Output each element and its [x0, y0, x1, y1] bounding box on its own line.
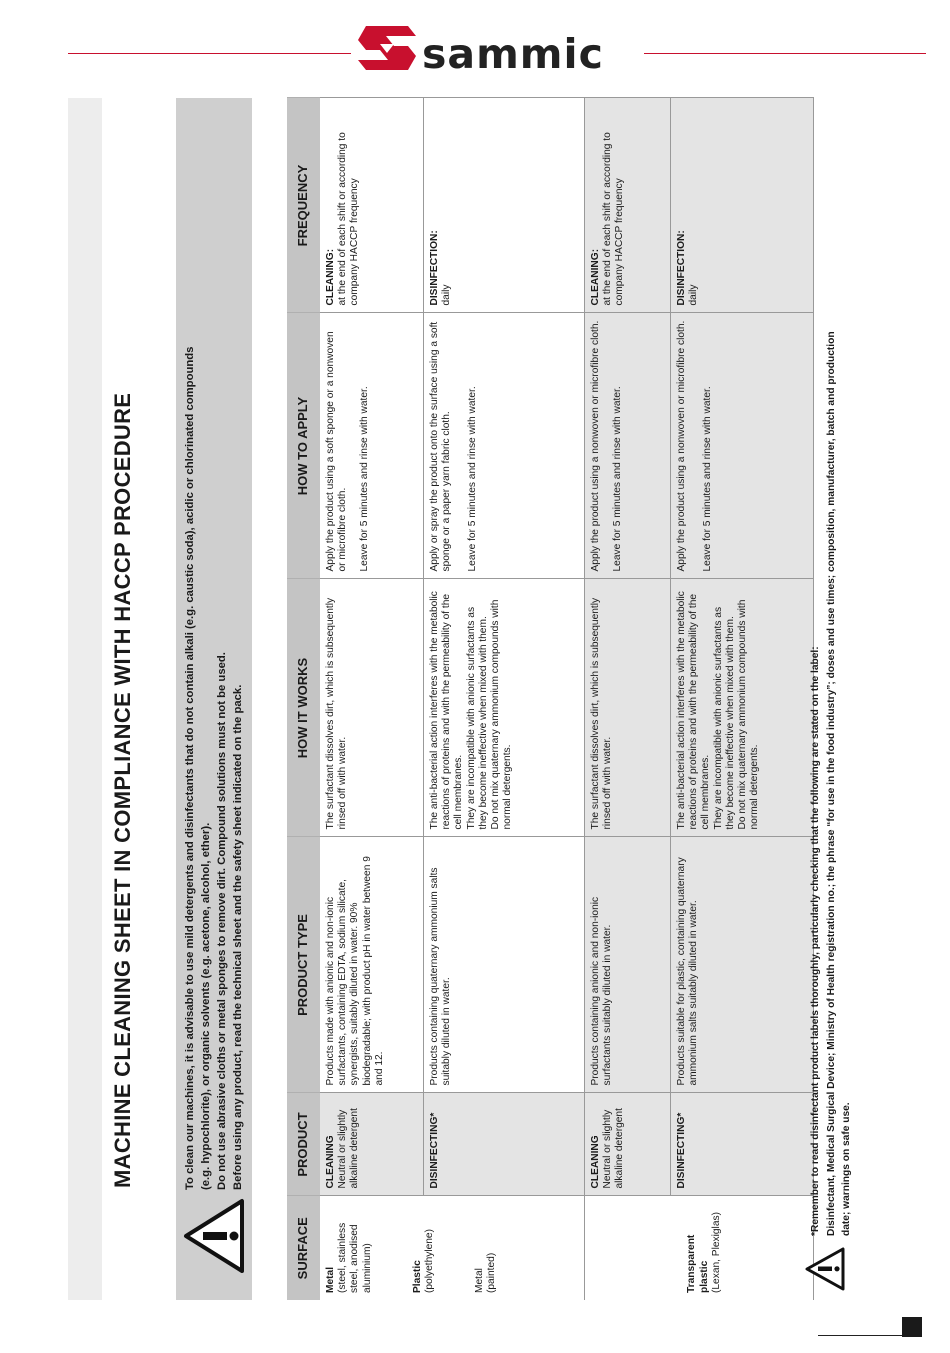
rotated-sheet — [68, 98, 878, 1300]
footnote — [808, 106, 855, 1236]
works-paragraph: They are incompatible with anionic surfactants as they become ineffective when mixed with them. — [465, 606, 489, 830]
works-paragraph: Do not mix quaternary ammonium compounds with normal detergents. — [737, 599, 761, 830]
page-title: MACHINE CLEANING SHEET IN COMPLIANCE WITH HACCP PROCEDURE — [110, 392, 135, 1188]
product-cell — [424, 1093, 585, 1196]
product-desc: Neutral or slightly alkaline detergent — [337, 1108, 361, 1189]
works-paragraph: The anti-bacterial action interferes with the metabolic reactions of proteins and with the permeability of the cell membranes. — [676, 591, 712, 830]
surface-name: Metal — [474, 1268, 486, 1293]
product-name: DISINFECTING* — [429, 1112, 440, 1189]
how-to-apply-cell — [424, 313, 585, 579]
table-row — [585, 98, 671, 1300]
warning-triangle-icon — [183, 1198, 245, 1274]
product-type-cell: Products made with anionic and non-ionic surfactants, containing EDTA, sodium silicate, synergists, suitably diluted in water. 90% biodegradable; with product pH in water between 9 and 12. — [320, 837, 424, 1093]
cleaning-table — [287, 98, 814, 1301]
product-type-cell: Products containing anionic and non-ionic surfactants suitably diluted in water. — [585, 837, 671, 1093]
table-header-row — [287, 98, 320, 1300]
surface-desc: (Lexan, Plexiglas) — [710, 1212, 722, 1293]
surface-desc: (polyethylene) — [424, 1229, 436, 1293]
table-row — [424, 98, 585, 1300]
apply-step: Leave for 5 minutes and rinse with water. — [467, 386, 479, 572]
page-marker-rule — [818, 1335, 902, 1336]
frequency-cell — [671, 98, 814, 313]
how-to-apply-cell — [671, 313, 814, 579]
product-type-cell: Products containing quaternary ammonium salts suitably diluted in water. — [424, 837, 585, 1093]
apply-step: Leave for 5 minutes and rinse with water. — [612, 386, 624, 572]
brand-logo — [356, 22, 646, 82]
header-product: PRODUCT — [287, 1093, 320, 1196]
warning-line: (e.g. hypochlorite), or organic solvents (e.g. acetone, alcohol, ether). — [200, 822, 212, 1190]
apply-step: Leave for 5 minutes and rinse with water. — [359, 386, 371, 572]
frequency-text: at the end of each shift or according to company HACCP frequency — [337, 132, 361, 306]
frequency-cell — [320, 98, 424, 313]
footnote-line: Disinfectant, Medical Surgical Device; Ministry of Health registration no.; the phrase “for use in the food industry”; doses and use times; composition, manufacturer, batch and production — [825, 331, 837, 1236]
warning-box — [176, 98, 252, 1300]
product-cell — [671, 1093, 814, 1196]
footnote-line: date; warnings on safe use. — [841, 1102, 852, 1236]
apply-step: Apply the product using a nonwoven or microfibre cloth. — [676, 320, 687, 572]
warning-line: Do not use abrasive cloths or metal sponges to remove dirt. Compound solutions must not be used. — [216, 652, 228, 1190]
product-name: DISINFECTING* — [676, 1112, 687, 1189]
surface-name: Plastic — [411, 1260, 423, 1293]
how-it-works-cell — [424, 579, 585, 837]
product-cell — [585, 1093, 671, 1196]
title-band — [68, 98, 102, 1300]
surface-desc: (steel, stainless steel, anodised aluminium) — [337, 1222, 373, 1293]
warning-text — [182, 110, 246, 1190]
page-marker-box — [902, 1317, 922, 1337]
frequency-text: at the end of each shift or according to company HACCP frequency — [602, 132, 626, 306]
apply-step: Apply the product using a nonwoven or microfibre cloth. — [590, 320, 601, 572]
warning-line: To clean our machines, it is advisable to use mild detergents and disinfectants that do not contain alkali (e.g. caustic soda), acidic or chlorinated compounds — [184, 346, 196, 1190]
surface-cell — [320, 1196, 585, 1300]
brand-name: sammic — [422, 30, 604, 78]
table-row — [320, 98, 424, 1300]
sammic-s-icon — [356, 24, 418, 82]
apply-step: Apply or spray the product onto the surface using a soft sponge or a paper yarn fabric cloth. — [429, 321, 453, 572]
warning-line: Before using any product, read the technical sheet and the safety sheet indicated on the pack. — [232, 684, 244, 1190]
frequency-label: DISINFECTION: — [676, 230, 687, 306]
how-it-works-cell — [671, 579, 814, 837]
header-surface: SURFACE — [287, 1196, 320, 1300]
table-row — [671, 98, 814, 1300]
product-cell — [320, 1093, 424, 1196]
header-frequency: FREQUENCY — [287, 98, 320, 313]
product-desc: Neutral or slightly alkaline detergent — [602, 1108, 626, 1189]
product-name: CLEANING — [590, 1135, 601, 1189]
frequency-cell — [585, 98, 671, 313]
apply-step: Leave for 5 minutes and rinse with water. — [702, 386, 714, 572]
frequency-text: daily — [441, 284, 453, 306]
header-rule-left — [68, 53, 351, 54]
header-how-to-apply: HOW TO APPLY — [287, 313, 320, 579]
footnote-line: *Remember to read disinfectant product labels thoroughly, particularly checking that the following are stated on the label: — [810, 646, 821, 1236]
frequency-label: DISINFECTION: — [429, 230, 440, 306]
header-rule-right — [644, 53, 926, 54]
header-product-type: PRODUCT TYPE — [287, 837, 320, 1093]
how-it-works-cell: The surfactant dissolves dirt, which is subsequently rinsed off with water. — [320, 579, 424, 837]
product-type-cell: Products suitable for plastic, containing quaternary ammonium salts suitably diluted in water. — [671, 837, 814, 1093]
frequency-cell — [424, 98, 585, 313]
works-paragraph: Do not mix quaternary ammonium compounds with normal detergents. — [490, 599, 514, 830]
product-name: CLEANING — [325, 1135, 336, 1189]
surface-desc: (painted) — [486, 1252, 498, 1293]
surface-cell — [585, 1196, 814, 1300]
frequency-label: CLEANING: — [325, 248, 336, 306]
frequency-text: daily — [688, 284, 700, 306]
surface-name: Transparent plastic — [686, 1234, 710, 1293]
works-paragraph: They are incompatible with anionic surfactants as they become ineffective when mixed with them. — [712, 606, 736, 830]
header-how-it-works: HOW IT WORKS — [287, 579, 320, 837]
warning-triangle-icon — [804, 1246, 846, 1292]
works-paragraph: The anti-bacterial action interferes with the metabolic reactions of proteins and with the permeability of the cell membranes. — [429, 591, 465, 830]
surface-name: Metal — [325, 1266, 336, 1293]
how-to-apply-cell — [585, 313, 671, 579]
how-to-apply-cell — [320, 313, 424, 579]
apply-step: Apply the product using a soft sponge or a nonwoven or microfibre cloth. — [325, 331, 349, 572]
how-it-works-cell: The surfactant dissolves dirt, which is subsequently rinsed off with water. — [585, 579, 671, 837]
frequency-label: CLEANING: — [590, 248, 601, 306]
